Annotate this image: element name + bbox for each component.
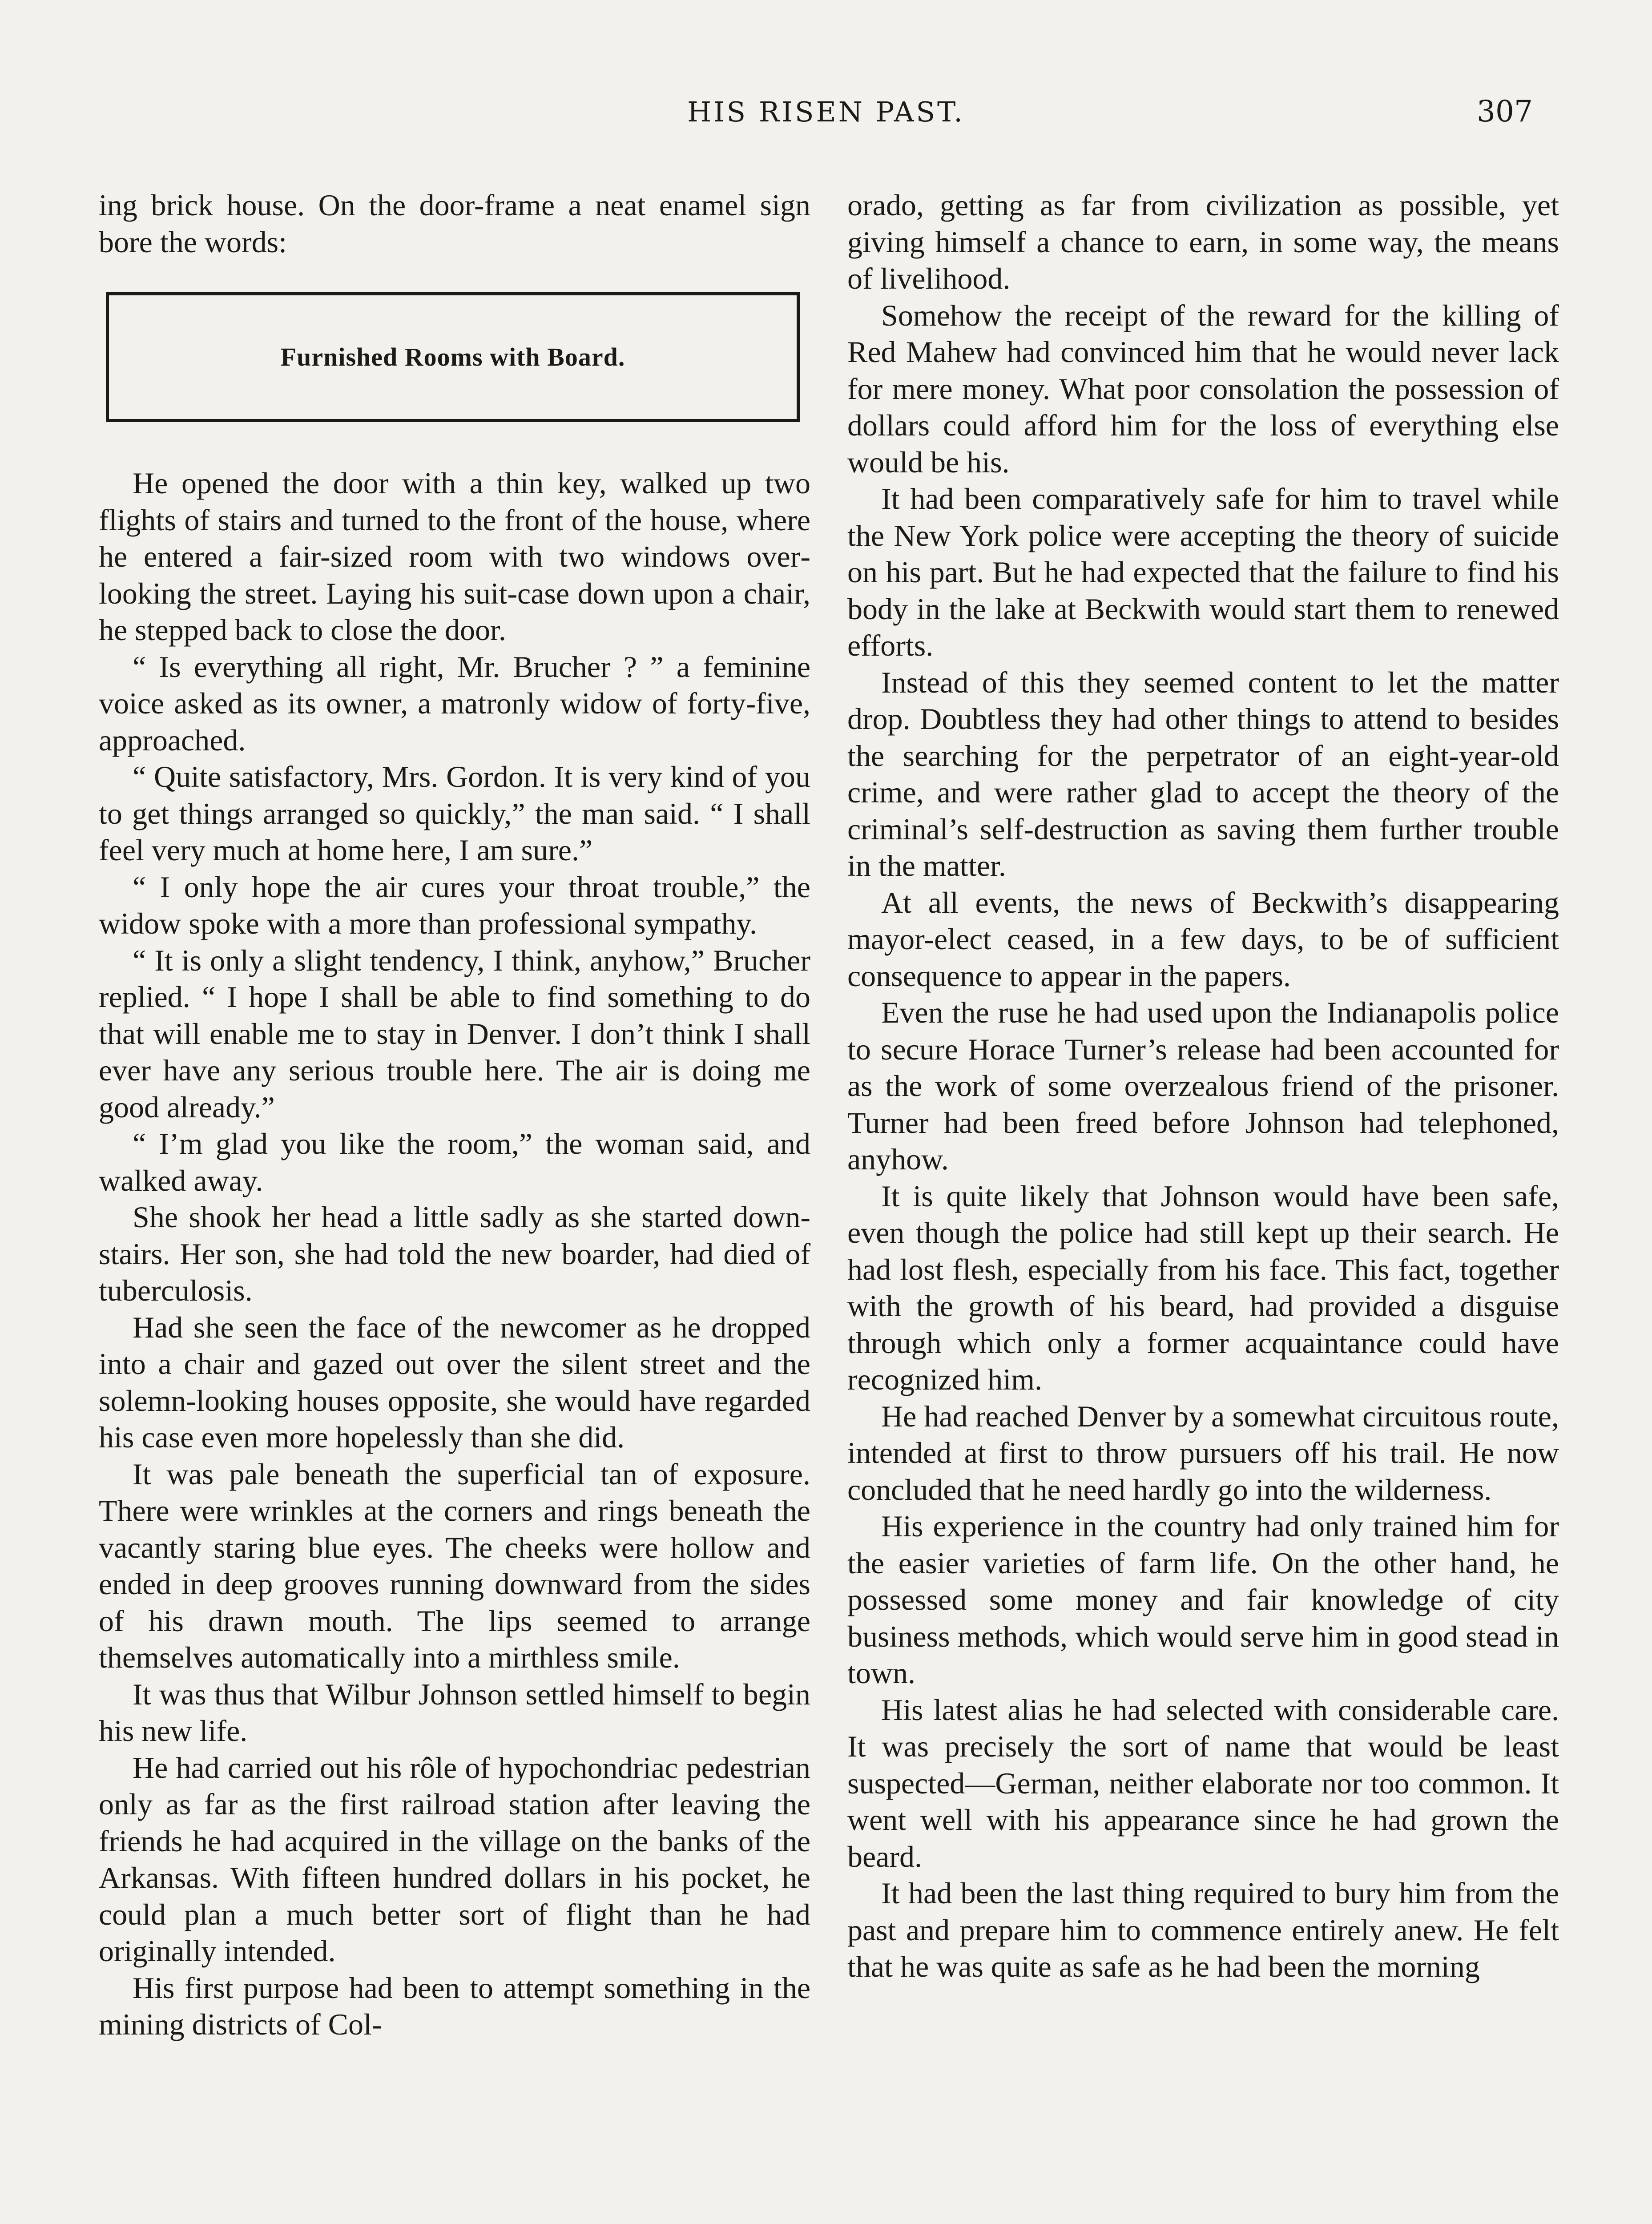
paragraph: It was pale beneath the superficial tan of exposure. There were wrinkles at the corners and rings beneath the vacantly staring blue eyes. The cheeks were hollow and ended in deep grooves running downward from the sides of his drawn mouth. The lips seemed to arrange themselves automatically into a mirthless smile. [99, 1457, 810, 1674]
page-number: 307 [1477, 94, 1533, 129]
paragraph: At all events, the news of Beckwith’s disappearing mayor-elect ceased, in a few days, to be of sufficient consequence to appear in the papers. [847, 885, 1559, 993]
paragraph: It was thus that Wilbur Johnson settled himself to begin his new life. [99, 1677, 810, 1748]
paragraph: He had reached Denver by a somewhat circuitous route, intended at first to throw pursuers off his trail. He now concluded that he need hardly go into the wilderness. [847, 1399, 1559, 1507]
paragraph: His latest alias he had selected with considerable care. It was precisely the sort of name that would be least suspected—German, neither elaborate nor too common. It went well with his appearance since he had grown the beard. [847, 1692, 1559, 1873]
paragraph: It is quite likely that Johnson would have been safe, even though the police had still kept up their search. He had lost flesh, especially from his face. This fact, together with the growth of his beard, had provided a disguise through which only a former acquaintance could have recognized him. [847, 1179, 1559, 1396]
sign-text: Furnished Rooms with Board. [280, 342, 625, 371]
continued-paragraph: orado, getting as far from civilization as possible, yet giving himself a chance to earn, in some way, the means of livelihood. [847, 188, 1559, 295]
paragraph: His first purpose had been to attempt something in the mining districts of Col- [99, 1970, 810, 2041]
paragraph: His experience in the country had only trained him for the easier varieties of farm life. On the other hand, he possessed some money and fair knowledge of city business methods, which would serve him in good stead in town. [847, 1509, 1559, 1690]
left-column [99, 187, 810, 2043]
paragraph: “ Is everything all right, Mr. Brucher ? ” a feminine voice asked as its owner, a matronly widow of forty-five, approached. [99, 649, 810, 757]
paragraph: He had carried out his rôle of hypochondriac pedestrian only as far as the first railroad station after leaving the friends he had acquired in the village on the banks of the Arkansas. With fifteen hundred dollars in his pocket, he could plan a much better sort of flight than he had originally intended. [99, 1750, 810, 1968]
running-title: HIS RISEN PAST. [687, 96, 965, 128]
paragraph: He opened the door with a thin key, walked up two flights of stairs and turned to the front of the house, where he entered a fair-sized room with two windows overlooking the street. Laying his suit-case down upon a chair, he stepped back to close the door. [99, 466, 810, 647]
paragraph: “ Quite satisfactory, Mrs. Gordon. It is very kind of you to get things arranged so quickly,” the man said. “ I shall feel very much at home here, I am sure.” [99, 760, 810, 867]
paragraph: Even the ruse he had used upon the Indianapolis police to secure Horace Turner’s release had been accounted for as the work of some overzealous friend of the prisoner. Turner had been freed before Johnson had telephoned, anyhow. [847, 995, 1559, 1176]
paragraph: “ I’m glad you like the room,” the woman said, and walked away. [99, 1127, 810, 1197]
paragraph: “ It is only a slight tendency, I think, anyhow,” Brucher replied. “ I hope I shall be able to find something to do that will enable me to stay in Denver. I don’t think I shall ever have any serious trouble here. The air is doing me good already.” [99, 943, 810, 1124]
enamel-sign-box [106, 292, 800, 422]
continued-paragraph: ing brick house. On the door-frame a neat enamel sign bore the words: [99, 188, 810, 259]
paragraph: It had been comparatively safe for him to travel while the New York police were accepting the theory of suicide on his part. But he had expected that the failure to find his body in the lake at Beckwith would start them to renewed efforts. [847, 482, 1559, 662]
right-column [847, 187, 1559, 1985]
paragraph: Somehow the receipt of the reward for the killing of Red Mahew had convinced him that he would never lack for mere money. What poor consolation the possession of dollars could afford him for the loss of everything else would be his. [847, 298, 1559, 479]
paragraph: She shook her head a little sadly as she started down-stairs. Her son, she had told the new boarder, had died of tuberculosis. [99, 1200, 810, 1307]
paragraph: Had she seen the face of the newcomer as he dropped into a chair and gazed out over the silent street and the solemn-looking houses opposite, she would have regarded his case even more hopelessly than she did. [99, 1310, 810, 1454]
paragraph: It had been the last thing required to bury him from the past and prepare him to commence entirely anew. He felt that he was quite as safe as he had been the morning [847, 1876, 1559, 1983]
paragraph: “ I only hope the air cures your throat trouble,” the widow spoke with a more than professional sympathy. [99, 870, 810, 940]
paragraph: Instead of this they seemed content to let the matter drop. Doubtless they had other things to attend to besides the searching for the perpetrator of an eight-year-old crime, and were rather glad to accept the theory of the criminal’s self-destruction as saving them further trouble in the matter. [847, 665, 1559, 882]
